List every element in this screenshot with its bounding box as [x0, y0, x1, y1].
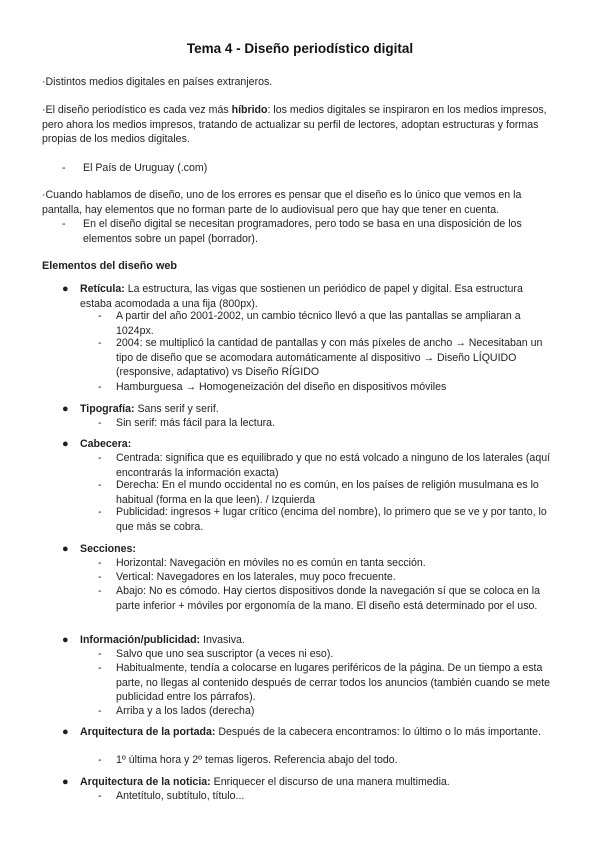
secciones-sub-1-text: Horizontal: Navegación en móviles no es común en tanta sección.: [116, 557, 426, 569]
dash-marker: -: [98, 648, 102, 660]
dash-marker: -: [62, 218, 66, 230]
intro-paragraph-2: [42, 103, 557, 147]
reticula-sub-3-text: Hamburguesa → Homogeneización del diseño en dispositivos móviles: [116, 381, 447, 393]
bullet-icon: ●: [62, 543, 69, 555]
list-item-noticia: [62, 775, 557, 790]
noticia-sub-1-text: Antetítulo, subtítulo, título...: [116, 790, 245, 802]
cabecera-sub-1-text: Centrada: significa que es equilibrado y que no está volcado a ninguno de los laterales (aquí encontrarás la información exacta): [116, 452, 551, 479]
intro-paragraph-2-end: : los medios digitales se inspiraron en los medios impresos, pero ahora los medios impresos, tratando de actualizar su perfil de lectores, adoptan estructuras y formas propias de los medios digitales.: [42, 104, 547, 146]
list-item-informacion: [62, 633, 557, 648]
bullet-icon: ●: [62, 403, 69, 415]
list-item-secciones: [62, 542, 557, 557]
cabecera-sub-2-text: Derecha: En el mundo occidental no es común, en los países de religión musulmana es lo habitual (forma en la que leen). / Izquierda: [116, 479, 539, 506]
cabecera-sub-3-text: Publicidad: ingresos + lugar crítico (encima del nombre), lo primero que se ve y por tanto, lo que más se cobra.: [116, 506, 547, 533]
dash-marker: -: [62, 162, 66, 174]
portada-sub-1: [98, 753, 558, 768]
dash-marker: -: [98, 662, 102, 674]
secciones-label: Secciones:: [80, 543, 136, 555]
secciones-sub-2: [98, 570, 558, 585]
noticia-sub-1: [98, 789, 558, 804]
dash-marker: -: [98, 557, 102, 569]
tipografia-sub-1-text: Sin serif: más fácil para la lectura.: [116, 417, 275, 429]
reticula-sub-1: [98, 309, 558, 338]
intro-example-2-text: En el diseño digital se necesitan programadores, pero todo se basa en una disposición de los elementos sobre un papel (borrador).: [83, 218, 522, 245]
dash-marker: -: [98, 337, 102, 349]
reticula-sub-1-text: A partir del año 2001-2002, un cambio técnico llevó a que las pantallas se ampliaran a 1024px.: [116, 310, 521, 337]
informacion-sub-1-text: Salvo que uno sea suscriptor (a veces ni eso).: [116, 648, 334, 660]
informacion-sub-2: [98, 661, 558, 705]
tipografia-label: Tipografía:: [80, 403, 135, 415]
reticula-sub-3: [98, 380, 558, 395]
secciones-sub-2-text: Vertical: Navegadores en los laterales, muy poco frecuente.: [116, 571, 396, 583]
bullet-icon: ●: [62, 438, 69, 450]
intro-paragraph-2-start: ·El diseño periodístico es cada vez más: [42, 104, 232, 116]
dash-marker: -: [98, 571, 102, 583]
intro-paragraph-1: ·Distintos medios digitales en países extranjeros.: [42, 76, 273, 88]
secciones-sub-1: [98, 556, 558, 571]
bullet-icon: ●: [62, 283, 69, 295]
informacion-sub-1: [98, 647, 558, 662]
dash-marker: -: [98, 506, 102, 518]
section-heading: Elementos del diseño web: [42, 260, 177, 272]
informacion-sub-3: [98, 704, 558, 719]
dash-marker: -: [98, 585, 102, 597]
cabecera-label: Cabecera:: [80, 438, 132, 450]
informacion-text: Invasiva.: [200, 634, 245, 646]
intro-example-1-text: El País de Uruguay (.com): [83, 162, 208, 174]
reticula-label: Retícula:: [80, 283, 125, 295]
noticia-label: Arquitectura de la noticia:: [80, 776, 211, 788]
tipografia-text: Sans serif y serif.: [134, 403, 219, 415]
secciones-sub-3-text: Abajo: No es cómodo. Hay ciertos dispositivos donde la navegación sí que se coloca en la parte inferior + móviles por ergonomía de la mano. El diseño está determinado por el uso.: [116, 585, 540, 612]
intro-paragraph-2-bold: híbrido: [231, 104, 268, 116]
secciones-sub-3: [98, 584, 558, 613]
informacion-label: Información/publicidad:: [80, 634, 201, 646]
cabecera-sub-3: [98, 505, 558, 534]
page-title: Tema 4 - Diseño periodístico digital: [186, 41, 414, 56]
informacion-sub-3-text: Arriba y a los lados (derecha): [116, 705, 255, 717]
portada-text: Después de la cabecera encontramos: lo último o lo más importante.: [215, 726, 542, 738]
dash-marker: -: [98, 479, 102, 491]
dash-marker: -: [98, 790, 102, 802]
noticia-text: Enriquecer el discurso de una manera multimedia.: [210, 776, 450, 788]
intro-paragraph-3: ·Cuando hablamos de diseño, uno de los errores es pensar que el diseño es lo único que vemos en la pantalla, hay elementos que no forman parte de lo audiovisual pero que hay que tener en cuenta.: [42, 189, 522, 216]
bullet-icon: ●: [62, 726, 69, 738]
intro-example-1: [62, 161, 557, 176]
dash-marker: -: [98, 381, 102, 393]
cabecera-sub-1: [98, 451, 558, 480]
tipografia-sub-1: [98, 416, 558, 431]
cabecera-sub-2: [98, 478, 558, 507]
bullet-icon: ●: [62, 634, 69, 646]
list-item-portada: [62, 725, 557, 740]
dash-marker: -: [98, 705, 102, 717]
reticula-sub-2-text: 2004: se multiplicó la cantidad de pantallas y con más píxeles de ancho → Necesitaban un tipo de diseño que se acomodara automáticamente al dispositivo → Diseño LÍQUIDO (responsive, adaptativo) vs Diseño RÍGIDO: [116, 337, 543, 379]
reticula-text: La estructura, las vigas que sostienen un periódico de papel y digital. Esa estructura estaba acomodada a una fija (800px).: [80, 283, 523, 310]
dash-marker: -: [98, 417, 102, 429]
bullet-icon: ●: [62, 776, 69, 788]
list-item-reticula: [62, 282, 557, 311]
informacion-sub-2-text: Habitualmente, tendía a colocarse en lugares periféricos de la página. De un tiempo a esta parte, no llegas al contenido después de cerrar todos los anuncios (también cuando se mete publicidad entre los párrafos).: [116, 662, 551, 704]
portada-sub-1-text: 1º última hora y 2º temas ligeros. Referencia abajo del todo.: [116, 754, 398, 766]
intro-example-2: [62, 217, 557, 246]
list-item-tipografia: [62, 402, 557, 417]
dash-marker: -: [98, 754, 102, 766]
reticula-sub-2: [98, 336, 558, 380]
dash-marker: -: [98, 310, 102, 322]
portada-label: Arquitectura de la portada:: [80, 726, 216, 738]
dash-marker: -: [98, 452, 102, 464]
list-item-cabecera: [62, 437, 557, 452]
